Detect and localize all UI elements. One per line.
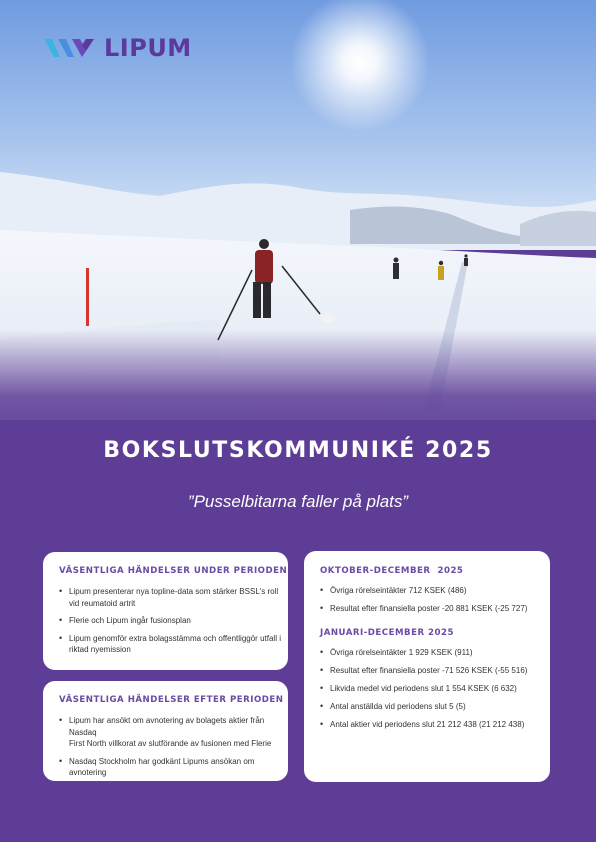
full-year-list — [318, 647, 544, 731]
list-item-line: Lipum har ansökt om avnotering av bolagets aktier från Nasdaq — [69, 716, 265, 737]
list-item — [57, 586, 281, 609]
events-after-heading: VÄSENTLIGA HÄNDELSER EFTER PERIODEN — [59, 695, 284, 705]
list-item: • Antal aktier vid periodens slut 21 212 438 (21 212 438) — [318, 719, 544, 731]
list-item-line: Lipum genomför extra bolagsstämma och offentliggör utfall i — [69, 633, 281, 643]
full-year-heading: JANUARI-DECEMBER 2025 — [320, 628, 454, 638]
list-item-line: First North villkorat av slutförande av fusionen med Flerie — [69, 739, 272, 748]
list-item: • Resultat efter finansiella poster -20 881 KSEK (-25 727) — [318, 603, 544, 615]
q4-list — [318, 585, 544, 614]
lipum-logo — [42, 34, 192, 62]
list-item-line: Flerie och Lipum ingår fusionsplan — [69, 616, 191, 625]
events-after-list — [57, 715, 283, 779]
list-item: • Övriga rörelseintäkter 712 KSEK (486) — [318, 585, 544, 597]
events-during-list — [57, 586, 281, 656]
q4-heading: OKTOBER-DECEMBER 2025 — [320, 566, 464, 576]
list-item: • Övriga rörelseintäkter 1 929 KSEK (911) — [318, 647, 544, 659]
list-item — [57, 615, 281, 627]
list-item: • Antal anställda vid periodens slut 5 (5) — [318, 701, 544, 713]
events-during-heading: VÄSENTLIGA HÄNDELSER UNDER PERIODEN — [59, 566, 288, 576]
financial-summary-card — [304, 551, 550, 782]
list-item-line: Lipum presenterar nya topline-data som stärker BSSL's roll — [69, 587, 279, 596]
list-item-line: Nasdaq Stockholm har godkänt Lipums ansökan om — [69, 756, 255, 766]
events-after-period-card — [43, 681, 288, 781]
list-item: • Resultat efter finansiella poster -71 526 KSEK (-55 516) — [318, 665, 544, 677]
report-quote: ”Pusselbitarna faller på plats” — [187, 492, 409, 511]
list-item — [57, 756, 283, 779]
list-item-line: avnotering — [69, 768, 107, 777]
events-during-period-card — [43, 552, 288, 670]
list-item: • Likvida medel vid periodens slut 1 554 KSEK (6 632) — [318, 683, 544, 695]
list-item — [57, 633, 281, 656]
brand-name: LIPUM — [104, 34, 192, 62]
lipum-logo-mark-icon — [42, 35, 98, 61]
report-title: BOKSLUTSKOMMUNIKÉ 2025 — [103, 438, 493, 463]
list-item-line: riktad nyemission — [69, 645, 131, 654]
list-item — [57, 715, 283, 750]
list-item-line: vid reumatoid artrit — [69, 598, 136, 608]
